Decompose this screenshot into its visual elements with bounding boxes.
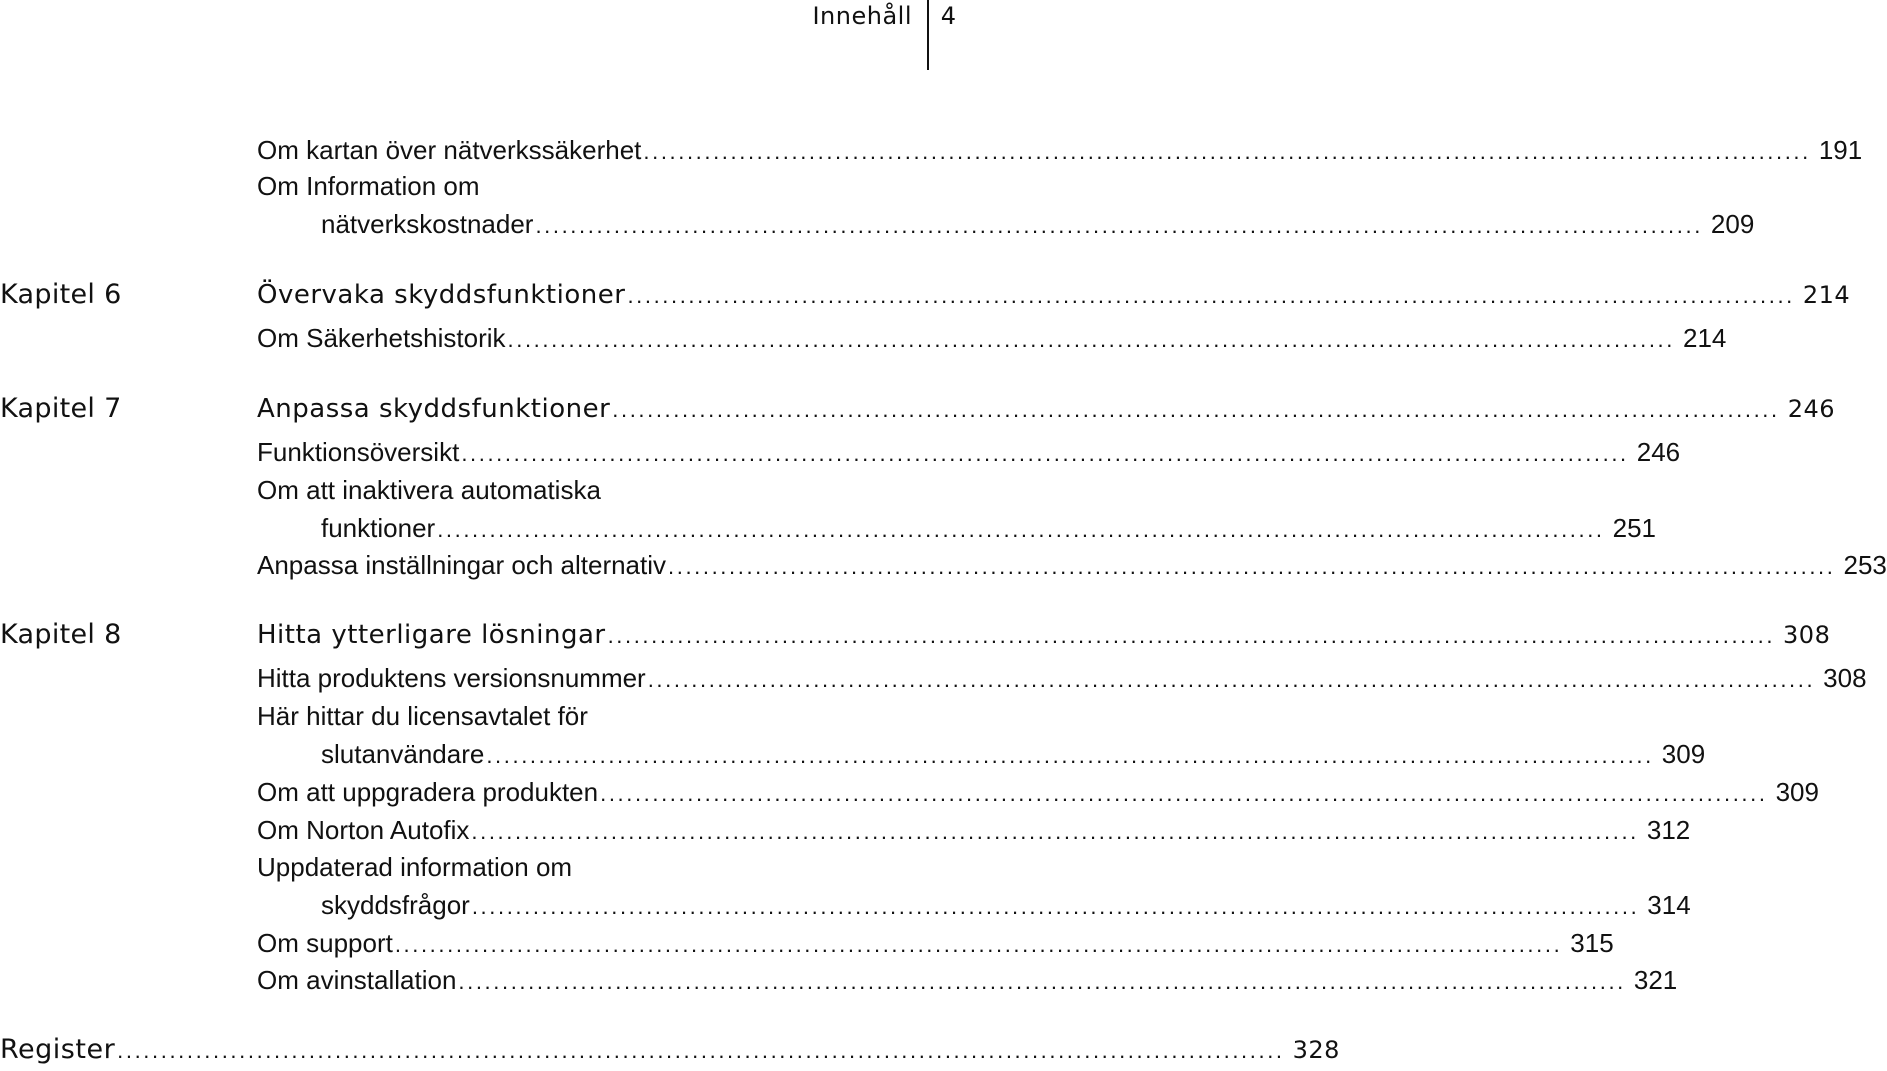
toc-register[interactable] — [0, 1030, 1340, 1070]
toc-chapter-6[interactable] — [0, 275, 1851, 315]
chapter-label: Kapitel 8 — [0, 619, 122, 650]
toc-entry-first-line — [0, 470, 951, 510]
toc-entry-line — [257, 545, 1887, 585]
toc-entry[interactable] — [0, 318, 1727, 358]
toc-entry-title: Om Norton Autofix — [257, 815, 470, 845]
toc-entry[interactable] — [0, 772, 1819, 812]
dot-leader: ...................................................................................................................................... — [612, 397, 1780, 422]
toc-entry[interactable] — [0, 545, 1887, 585]
toc-entry-title: Funktionsöversikt — [257, 437, 460, 467]
toc-entry-page: 214 — [1682, 323, 1727, 353]
toc-entry-first-line — [0, 847, 951, 887]
toc-entry-title-line1: Om Information om — [257, 171, 480, 201]
toc-entry-title: Om att uppgradera produkten — [257, 777, 599, 807]
toc-entry-page: 314 — [1647, 890, 1691, 920]
toc-entry-line — [321, 204, 1755, 244]
register-page: 328 — [1292, 1036, 1340, 1064]
toc-chapter-line — [257, 275, 1851, 315]
dot-leader: ...................................................................................................................................... — [471, 894, 1640, 919]
toc-entry-line — [257, 130, 1863, 170]
toc-entry-line — [257, 318, 1727, 358]
chapter-label: Kapitel 7 — [0, 393, 122, 424]
toc-entry[interactable] — [0, 923, 1614, 963]
toc-entry-line — [257, 810, 1691, 850]
toc-entry-page: 309 — [1661, 739, 1706, 769]
chapter-page: 246 — [1787, 395, 1836, 423]
chapter-title: Hitta ytterligare lösningar — [257, 620, 606, 650]
toc-entry[interactable] — [0, 658, 1867, 698]
toc-entry-line — [257, 432, 1681, 472]
toc-entry-line — [321, 508, 1657, 548]
chapter-page: 308 — [1783, 621, 1831, 649]
toc-entry-line — [321, 885, 1691, 925]
dot-leader: ...................................................................................................................................... — [535, 213, 1703, 238]
toc-entry-title: Om Säkerhetshistorik — [257, 323, 506, 353]
toc-entry-page: 309 — [1775, 777, 1819, 807]
toc-entry-title-line1: Om att inaktivera automatiska — [257, 475, 601, 505]
dot-leader: ...................................................................................................................................... — [647, 667, 1816, 692]
toc-entry-title: funktioner — [321, 513, 436, 543]
toc-entry-title-line1: Här hittar du licensavtalet för — [257, 701, 588, 731]
chapter-title: Övervaka skyddsfunktioner — [257, 280, 626, 310]
chapter-title: Anpassa skyddsfunktioner — [257, 394, 611, 424]
toc-entry-page: 312 — [1646, 815, 1691, 845]
toc-entry-title: nätverkskostnader — [321, 209, 534, 239]
dot-leader: ...................................................................................................................................... — [668, 554, 1836, 579]
header-divider — [927, 0, 929, 70]
toc-entry[interactable] — [0, 810, 1691, 850]
toc-entry[interactable] — [0, 508, 1657, 548]
toc-chapter-7[interactable] — [0, 389, 1836, 429]
toc-chapter-line — [257, 389, 1836, 429]
toc-entry-page: 209 — [1710, 209, 1755, 239]
dot-leader: ...................................................................................................................................... — [643, 139, 1811, 164]
toc-entry[interactable] — [0, 130, 1863, 170]
toc-entry-line — [257, 960, 1678, 1000]
chapter-label: Kapitel 6 — [0, 279, 122, 310]
toc-entry-title: Om kartan över nätverkssäkerhet — [257, 135, 642, 165]
toc-chapter-8[interactable] — [0, 615, 1831, 655]
header-section-title: Innehåll — [812, 2, 912, 30]
toc-entry[interactable] — [0, 734, 1706, 774]
toc-entry-line — [257, 772, 1819, 812]
chapter-page: 214 — [1802, 281, 1851, 309]
toc-register-line — [0, 1030, 1340, 1070]
toc-entry-title: Om support — [257, 928, 393, 958]
page-header — [760, 0, 960, 72]
toc-entry[interactable] — [0, 960, 1678, 1000]
header-page-number: 4 — [940, 2, 956, 30]
dot-leader: ...................................................................................................................................... — [607, 623, 1776, 648]
toc-entry[interactable] — [0, 432, 1681, 472]
dot-leader: ...................................................................................................................................... — [437, 517, 1605, 542]
dot-leader: ...................................................................................................................................... — [117, 1038, 1285, 1063]
register-title: Register — [0, 1034, 116, 1065]
toc-entry-title: Om avinstallation — [257, 965, 457, 995]
toc-entry-line — [257, 923, 1614, 963]
toc-entry-title-line1: Uppdaterad information om — [257, 852, 573, 882]
toc-entry-line — [257, 658, 1867, 698]
toc-entry-title: slutanvändare — [321, 739, 485, 769]
toc-entry-page: 321 — [1633, 965, 1678, 995]
toc-entry[interactable] — [0, 204, 1755, 244]
toc-entry-page: 251 — [1612, 513, 1657, 543]
dot-leader: ...................................................................................................................................... — [507, 327, 1675, 352]
toc-entry-title: skyddsfrågor — [321, 890, 470, 920]
toc-entry-page: 315 — [1570, 928, 1614, 958]
dot-leader: ...................................................................................................................................... — [458, 969, 1626, 994]
dot-leader: ...................................................................................................................................... — [394, 932, 1563, 957]
toc-entry-title: Hitta produktens versionsnummer — [257, 663, 646, 693]
toc-entry-page: 191 — [1818, 135, 1863, 165]
toc-entry-line — [321, 734, 1706, 774]
toc-entry-title: Anpassa inställningar och alternativ — [257, 550, 667, 580]
dot-leader: ...................................................................................................................................... — [461, 441, 1629, 466]
dot-leader: ...................................................................................................................................... — [627, 283, 1795, 308]
dot-leader: ...................................................................................................................................... — [600, 781, 1768, 806]
toc-entry-page: 253 — [1843, 550, 1887, 580]
toc-chapter-line — [257, 615, 1831, 655]
toc-entry-first-line — [0, 166, 951, 206]
toc-entry-page: 308 — [1823, 663, 1867, 693]
toc-entry-page: 246 — [1636, 437, 1681, 467]
toc-entry[interactable] — [0, 885, 1691, 925]
dot-leader: ...................................................................................................................................... — [471, 819, 1639, 844]
toc-entry-first-line — [0, 696, 951, 736]
dot-leader: ...................................................................................................................................... — [486, 743, 1654, 768]
